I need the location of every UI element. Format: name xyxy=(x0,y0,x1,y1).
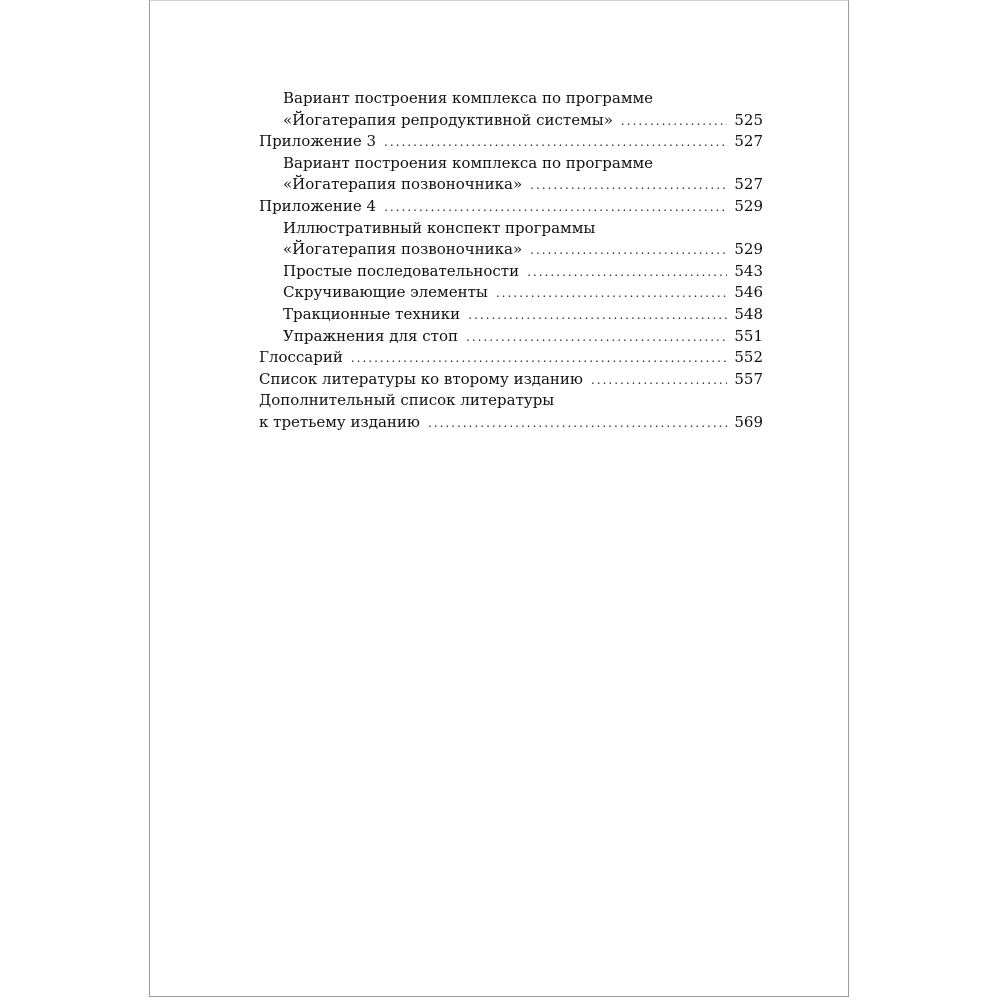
toc-entry-line xyxy=(259,261,763,283)
toc-entry-line xyxy=(259,347,763,369)
dot-leader xyxy=(496,283,727,304)
dot-leader xyxy=(527,262,727,283)
toc-entry-title: «Йогатерапия репродуктивной системы» xyxy=(283,110,613,129)
toc-page-number: 525 xyxy=(734,110,763,129)
dot-leader xyxy=(428,413,727,434)
toc-entry-line xyxy=(259,412,763,434)
toc-page-number: 546 xyxy=(734,283,763,302)
toc-page-number: 527 xyxy=(734,132,763,151)
toc-entry-title: Список литературы ко второму изданию xyxy=(259,369,583,388)
dot-leader xyxy=(384,197,727,218)
toc-page-number: 527 xyxy=(734,175,763,194)
toc-page-number: 529 xyxy=(734,196,763,215)
toc-page-number: 551 xyxy=(734,326,763,345)
toc-entry-title: Скручивающие элементы xyxy=(283,283,488,302)
toc-entry-title: к третьему изданию xyxy=(259,412,420,431)
toc-entry-line xyxy=(259,174,763,196)
toc-page-number: 557 xyxy=(734,369,763,388)
dot-leader xyxy=(591,370,727,391)
dot-leader xyxy=(351,348,727,369)
toc-page-number: 569 xyxy=(734,412,763,431)
toc-entry-line xyxy=(259,110,763,132)
toc-entry-title: Тракционные техники xyxy=(283,304,461,323)
dot-leader xyxy=(468,305,727,326)
toc-page-number: 552 xyxy=(734,348,763,367)
toc-entry-line xyxy=(259,218,763,240)
toc-entry-title: Иллюстративный конспект программы xyxy=(283,218,596,237)
toc-entry-line xyxy=(259,196,763,218)
toc-entry-title: Глоссарий xyxy=(259,348,343,367)
toc-entry-line xyxy=(259,304,763,326)
toc-entry-title: Простые последовательности xyxy=(283,261,520,280)
toc-entry-line xyxy=(259,131,763,153)
dot-leader xyxy=(530,175,727,196)
toc-page-number: 543 xyxy=(734,261,763,280)
dot-leader xyxy=(384,132,727,153)
toc-entry-title: Вариант построения комплекса по программе xyxy=(283,89,654,107)
toc-entry-title: Приложение 3 xyxy=(259,132,377,151)
toc-entry-line xyxy=(259,326,763,348)
dot-leader xyxy=(530,240,727,261)
toc-entry-title: Упражнения для стоп xyxy=(283,326,459,345)
toc-entry-line xyxy=(259,390,763,412)
toc-entry-title: Дополнительный список литературы xyxy=(259,391,555,410)
toc-entry-line xyxy=(259,369,763,391)
toc-page-number: 548 xyxy=(734,304,763,323)
toc-entry-title: Вариант построения комплекса по программе xyxy=(283,153,654,172)
toc-entry-line xyxy=(259,88,763,110)
dot-leader xyxy=(466,327,727,348)
toc-entry-line xyxy=(259,282,763,304)
toc-entry-title: Приложение 4 xyxy=(259,196,377,215)
table-of-contents xyxy=(259,88,763,434)
toc-entry-line xyxy=(259,239,763,261)
toc-entry-title: «Йогатерапия позвоночника» xyxy=(283,240,523,259)
dot-leader xyxy=(621,111,727,132)
toc-entry-line xyxy=(259,153,763,175)
toc-page-number: 529 xyxy=(734,240,763,259)
toc-entry-title: «Йогатерапия позвоночника» xyxy=(283,175,523,194)
